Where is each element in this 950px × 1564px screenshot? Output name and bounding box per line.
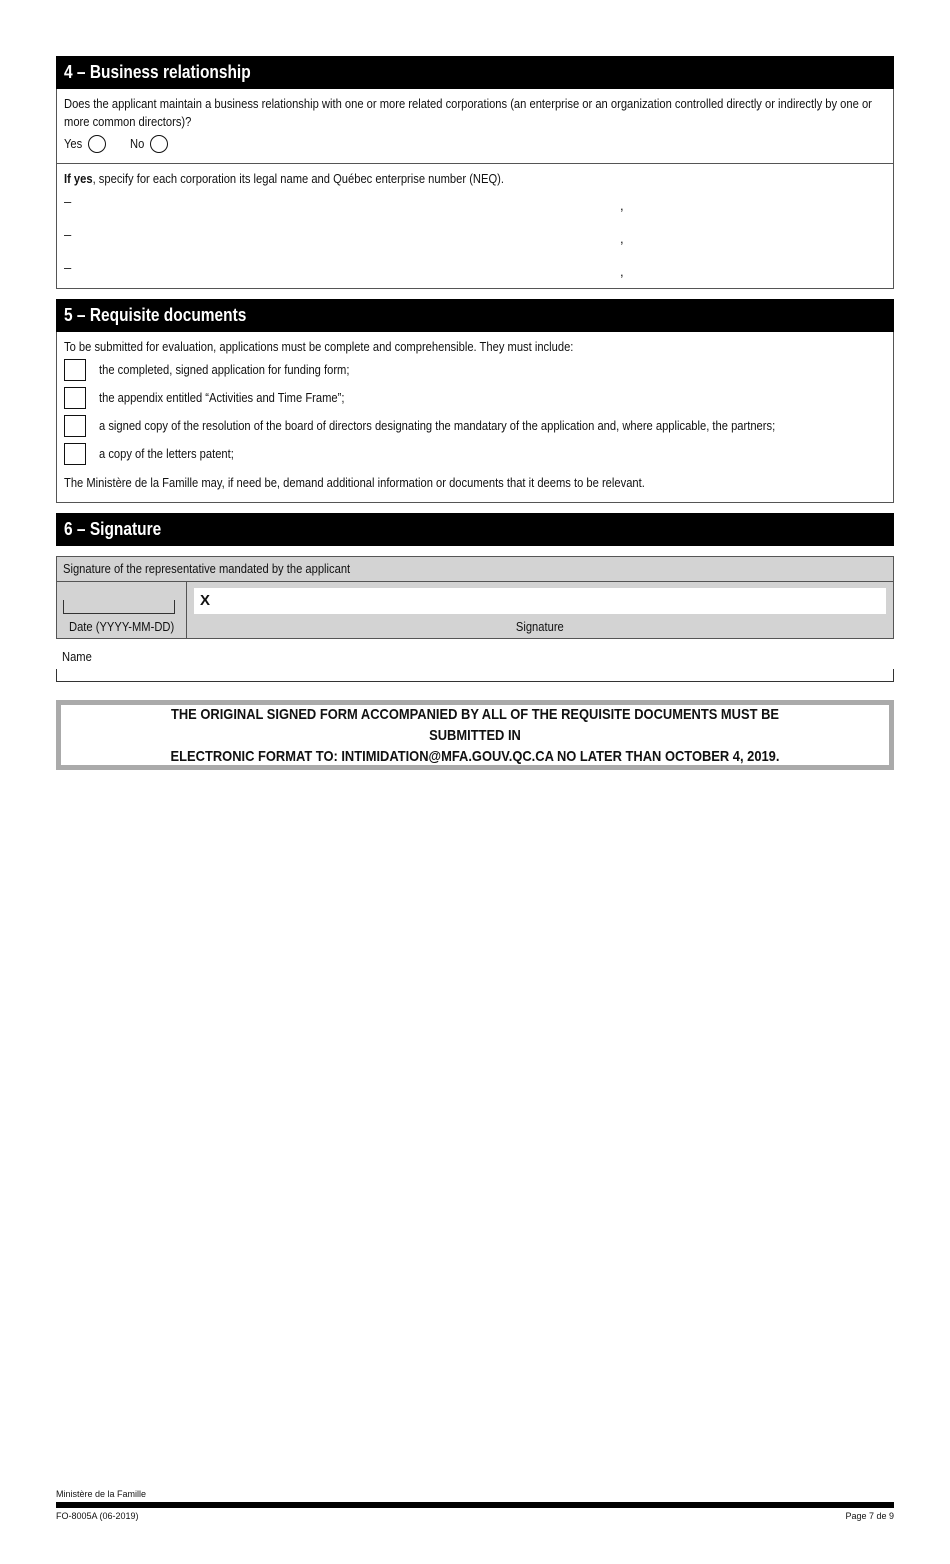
corporation-row[interactable]: [64, 221, 885, 254]
section-5-header: [56, 299, 894, 332]
section-4-header: [56, 56, 894, 89]
corporation-name-field[interactable]: –: [64, 260, 72, 275]
if-yes-text: , specify for each corporation its legal name and Québec enterprise number (NEQ).: [92, 171, 504, 186]
submission-notice: [56, 700, 894, 770]
section-5-body: [56, 332, 894, 503]
no-radio[interactable]: [150, 135, 168, 153]
signature-row: [57, 582, 893, 638]
document-item: [64, 412, 885, 440]
related-corporations-list: [57, 163, 893, 288]
documents-note: The Ministère de la Famille may, if need be, demand additional information or documents that it deems to be relevant.: [64, 475, 645, 490]
footer-page-number: Page 7 de 9: [845, 1511, 894, 1521]
footer-organization: Ministère de la Famille: [56, 1489, 147, 1499]
no-option: [130, 135, 168, 153]
submission-notice-text: [148, 704, 802, 767]
section-6-header: [56, 513, 894, 546]
section-4-body: [56, 89, 894, 289]
signature-table: [56, 556, 894, 639]
relationship-question: Does the applicant maintain a business relationship with one or more related corporations (an enterprise or an organization controlled directly or indirectly by one or more common directors)?: [64, 96, 872, 129]
signature-label: Signature: [516, 619, 564, 634]
if-yes-bold: If yes: [64, 171, 93, 186]
document-item: [64, 384, 885, 412]
corporation-neq-field[interactable]: ,: [620, 264, 624, 279]
no-label: No: [130, 136, 145, 151]
signature-table-header: Signature of the representative mandated by the applicant: [57, 557, 893, 582]
notice-line-1: THE ORIGINAL SIGNED FORM ACCOMPANIED BY ALL OF THE REQUISITE DOCUMENTS MUST BE SUBMITTED IN: [170, 705, 779, 744]
notice-line-2: ELECTRONIC FORMAT TO: INTIMIDATION@MFA.GOUV.QC.CA NO LATER THAN OCTOBER 4, 2019.: [170, 747, 780, 765]
relationship-question-block: [57, 89, 893, 163]
signature-cell: [187, 582, 893, 638]
yes-option: [64, 135, 106, 153]
signature-x-mark: X: [200, 592, 211, 609]
document-label: a copy of the letters patent;: [99, 446, 234, 461]
name-input[interactable]: [56, 669, 894, 682]
corporation-name-field[interactable]: –: [64, 227, 72, 242]
if-yes-instruction: [64, 170, 885, 188]
document-label: the completed, signed application for funding form;: [99, 362, 350, 377]
document-checkbox[interactable]: [64, 387, 86, 409]
document-item: [64, 440, 885, 468]
yes-radio[interactable]: [88, 135, 106, 153]
document-checkbox[interactable]: [64, 443, 86, 465]
corporation-neq-field[interactable]: ,: [620, 231, 624, 246]
section-6-title: 6 – Signature: [64, 519, 162, 539]
footer-divider: [56, 1502, 894, 1508]
name-label: Name: [62, 649, 92, 664]
date-cell: [57, 582, 187, 638]
date-label: Date (YYYY-MM-DD): [69, 619, 175, 634]
document-label: a signed copy of the resolution of the board of directors designating the mandatary of the application and, where applicable, the partners;: [99, 418, 776, 433]
corporation-neq-field[interactable]: ,: [620, 198, 624, 213]
signature-input[interactable]: [194, 588, 886, 614]
corporation-name-field[interactable]: –: [64, 194, 72, 209]
section-5: [56, 299, 894, 503]
footer-form-code: FO-8005A (06-2019): [56, 1511, 139, 1521]
yes-no-group: [64, 135, 885, 153]
form-page: [56, 56, 894, 770]
yes-label: Yes: [64, 136, 83, 151]
date-input[interactable]: [63, 600, 175, 614]
documents-intro: To be submitted for evaluation, applications must be complete and comprehensible. They must include:: [64, 339, 574, 354]
section-4-title: 4 – Business relationship: [64, 62, 251, 82]
corporation-row[interactable]: [64, 254, 885, 280]
document-checkbox[interactable]: [64, 415, 86, 437]
section-5-title: 5 – Requisite documents: [64, 305, 247, 325]
document-label: the appendix entitled “Activities and Time Frame”;: [99, 390, 345, 405]
section-6: [56, 513, 894, 682]
corporation-row[interactable]: [64, 188, 885, 221]
document-item: [64, 356, 885, 384]
document-checkbox[interactable]: [64, 359, 86, 381]
